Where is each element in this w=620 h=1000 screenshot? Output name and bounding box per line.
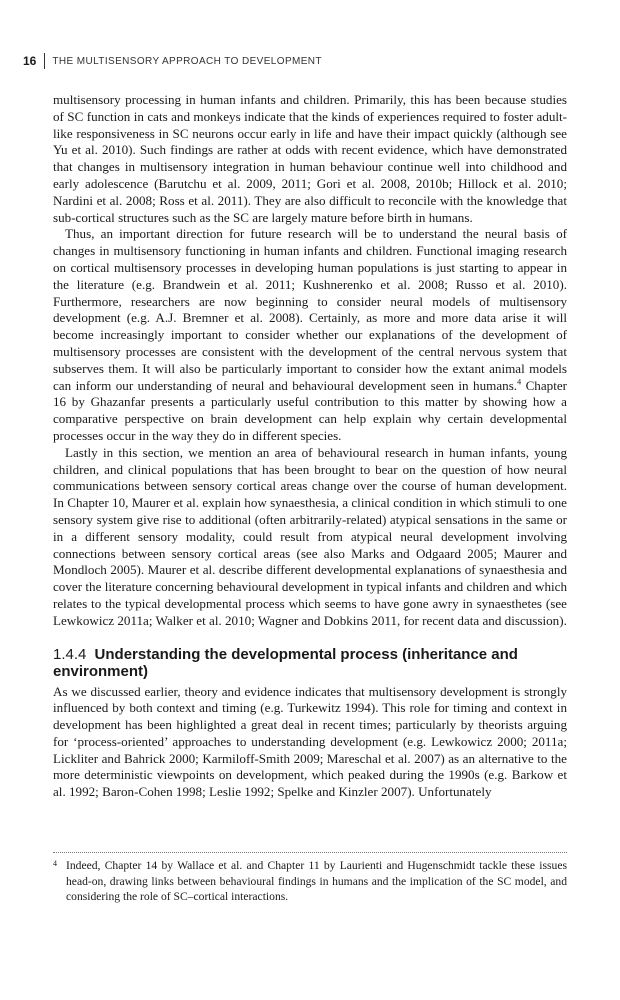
paragraph-2-continuation: Chapter 16 by Ghazanfar presents a particularly useful contribution to this matter by showing how a comparative perspective on brain development can help explain why certain developmental processes occur in the way they do in different species. [53, 377, 568, 443]
footnote-reference[interactable]: 4 [517, 377, 522, 387]
paragraph-4: As we discussed earlier, theory and evidence indicates that multisensory development is strongly influenced by both context and timing (e.g. Turkewitz 1994). This role for timing and context in development has been highlighted a great deal in recent times; particularly by theorists arguing for ‘process-oriented’ approaches to understanding development (e.g. Lewkowicz 2000; 2011a; Lickliter and Bahrick 2000; Karmiloff-Smith 2009; Mareschal et al. 2007) as an alternative to the more deterministic viewpoints on development, which peaked during the 1990s (e.g. Barkow et al. 1992; Baron-Cohen 1998; Leslie 1992; Spelke and Kinzler 2007). Unfortunately [53, 683, 567, 800]
section-heading [53, 646, 567, 680]
section-number: 1.4.4 [53, 645, 87, 663]
footnote-text: Indeed, Chapter 14 by Wallace et al. and Chapter 11 by Laurienti and Hugenschmidt tackle these issues head-on, drawing links between behavioural findings in humans and the implication of the SC model, and considering the role of SC–cortical interactions. [66, 859, 567, 903]
running-head: THE MULTISENSORY APPROACH TO DEVELOPMENT [52, 55, 322, 67]
section-title: Understanding the developmental process (inheritance and environment) [53, 645, 518, 680]
paragraph-3: Lastly in this section, we mention an area of behavioural research in human infants, young children, and clinical populations that has been brought to bear on the question of how neural communications between sensory cortical areas change over the course of human development. In Chapter 10, Maurer et al. explain how synaesthesia, a clinical condition in which stimuli to one sensory system give rise to additional (often arbitrarily-related) atypical sensations in the same or in a different sensory modality, could result from atypical neural development involving connections between sensory cortical areas (see also Marks and Odgaard 2005; Maurer and Mondloch 2005). Maurer et al. describe different developmental explanations of synaesthesia and cover the literature concerning behavioural development in typical infants and children and which relates to the typical developmental process which seems to have gone awry in synaesthetes (see Lewkowicz 2011a; Walker et al. 2010; Wagner and Dobkins 2011, for recent data and discussion). [53, 444, 567, 628]
body-text [53, 92, 567, 801]
page-number: 16 [23, 54, 37, 68]
footnote-divider [53, 852, 567, 853]
header-divider [44, 53, 45, 69]
paragraph-1: multisensory processing in human infants and children. Primarily, this has been because studies of SC function in cats and monkeys indicate that the kinds of experiences required to foster adult-like responsiveness in SC neurons occur early in life and have their impact quickly (although see Yu et al. 2010). Such findings are rather at odds with recent evidence, which have demonstrated that changes in multisensory integration in human behaviour continue well into childhood and early adolescence (Barutchu et al. 2009, 2011; Gori et al. 2008, 2010b; Hillock et al. 2010; Nardini et al. 2008; Ross et al. 2011). They are also difficult to reconcile with the knowledge that sub-cortical structures such as the SC are largely mature before birth in humans. [53, 92, 567, 225]
page-header [23, 52, 322, 70]
paragraph-2 [53, 226, 567, 444]
footnote-marker: 4 [53, 859, 57, 868]
footnote [53, 858, 567, 905]
paragraph-2-text: Thus, an important direction for future research will be to understand the neural basis of changes in multisensory functioning in human infants and children. Functional imaging research on cortical multisensory processes in developing human populations is just starting to appear in the literature (e.g. Brandwein et al. 2011; Kushnerenko et al. 2008; Russo et al. 2010). Furthermore, researchers are now beginning to consider neural models of multisensory development (e.g. A.J. Bremner et al. 2008). Certainly, as more and more data arise it will become increasingly important to consider whether our explanations of the development of multisensory processes are consistent with the development of the central nervous system that subserves them. It will also be particularly important to consider how the extant animal models can inform our understanding of neural and behavioural development seen in humans. [53, 226, 567, 393]
